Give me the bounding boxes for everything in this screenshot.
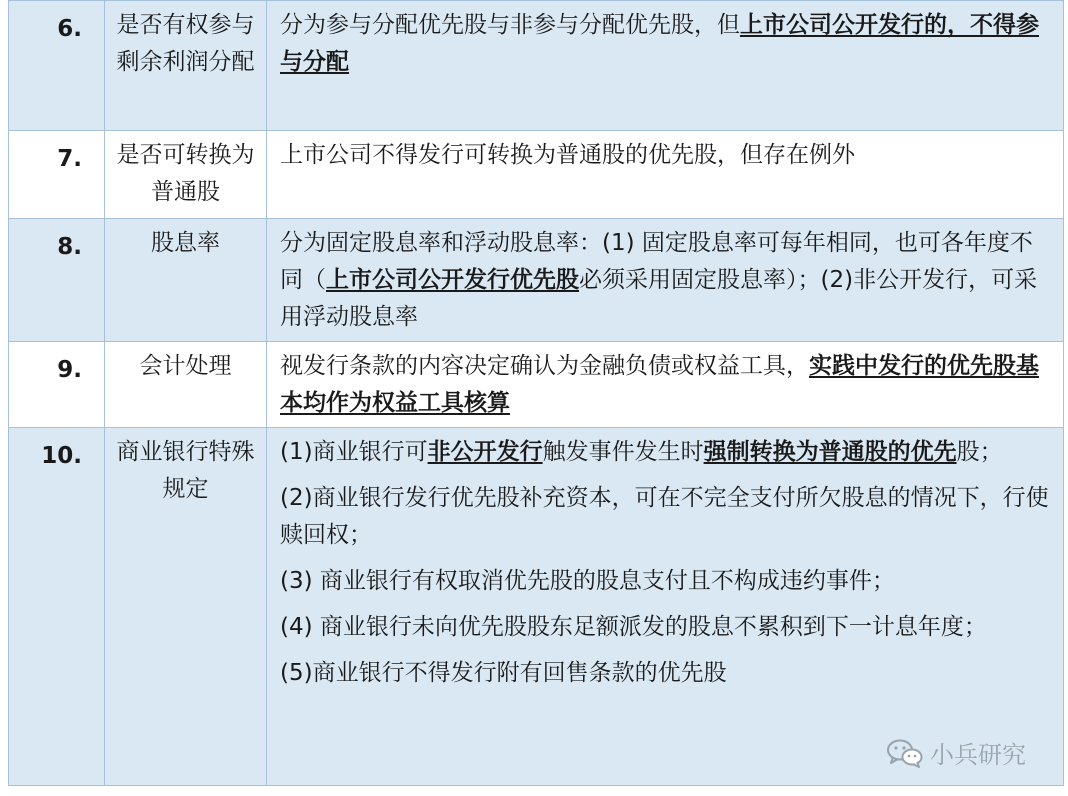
emphasis-text: 非公开发行 [427, 439, 543, 465]
row-number: 9. [9, 342, 105, 428]
list-item: (4) 商业银行未向优先股股东足额派发的股息不累积到下一计息年度； [280, 614, 987, 640]
row-content [267, 219, 1064, 342]
table-row [9, 1, 1064, 131]
row-number: 6. [9, 1, 105, 131]
list-item: (5)商业银行不得发行附有回售条款的优先股 [280, 660, 727, 686]
watermark-text: 小兵研究 [930, 741, 1026, 769]
row-topic: 股息率 [105, 219, 267, 342]
content-text: 分为参与分配优先股与非参与分配优先股，但 [280, 12, 740, 38]
preferred-stock-table [8, 0, 1064, 786]
content-text: 股； [956, 439, 1003, 465]
row-topic: 会计处理 [105, 342, 267, 428]
list-item: (2)商业银行发行优先股补充资本，可在不完全支付所欠股息的情况下，行使赎回权； [280, 485, 1049, 548]
row-number: 10. [9, 428, 105, 786]
content-text: 上市公司不得发行可转换为普通股的优先股，但存在例外 [280, 142, 855, 168]
content-text: 触发事件发生时 [542, 439, 704, 465]
row-number: 7. [9, 131, 105, 219]
emphasis-text: 强制转换为普通股的优先 [703, 439, 957, 465]
row-content [267, 131, 1064, 219]
row-number: 8. [9, 219, 105, 342]
row-topic: 是否可转换为普通股 [105, 131, 267, 219]
wechat-icon [886, 738, 924, 768]
list-item [280, 434, 1055, 471]
table-row [9, 131, 1064, 219]
content-text: (1)商业银行可 [280, 439, 428, 465]
emphasis-text: 实践中发行的优先股基本均作为权益工具核算 [280, 353, 1039, 416]
emphasis-text: 上市公司公开发行的，不得参与分配 [280, 12, 1039, 75]
content-text: 分为固定股息率和浮动股息率：(1) 固定股息率可每年相同，也可各年度不同（ [280, 230, 1033, 293]
emphasis-text: 上市公司公开发行优先股 [326, 267, 579, 293]
table-row [9, 219, 1064, 342]
row-topic: 商业银行特殊规定 [105, 428, 267, 786]
table-row [9, 342, 1064, 428]
table-row [9, 428, 1064, 786]
row-content [267, 1, 1064, 131]
row-content [267, 428, 1064, 786]
content-text: 必须采用固定股息率）；(2)非公开发行，可采用浮动股息率 [280, 267, 1038, 330]
content-text: 视发行条款的内容决定确认为金融负债或权益工具， [280, 353, 809, 379]
list-item: (3) 商业银行有权取消优先股的股息支付且不构成违约事件； [280, 568, 895, 594]
row-content [267, 342, 1064, 428]
row-topic: 是否有权参与剩余利润分配 [105, 1, 267, 131]
watermark [886, 735, 1026, 770]
